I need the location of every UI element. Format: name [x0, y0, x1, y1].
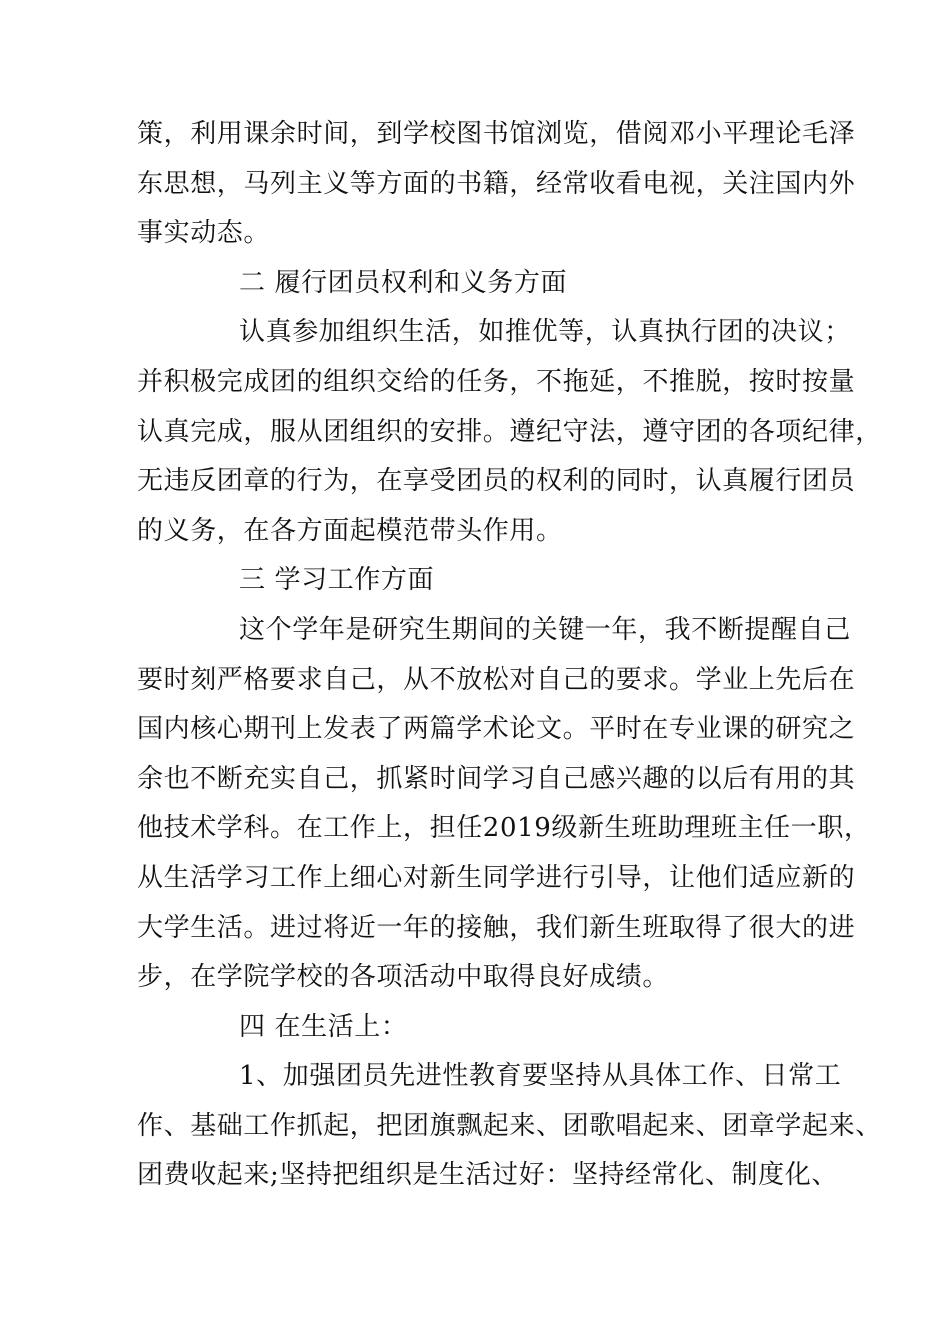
document-body	[137, 110, 882, 1201]
text-line: 认真参加组织生活，如推优等，认真执行团的决议；	[239, 317, 851, 348]
text-line: 东思想，马列主义等方面的书籍，经常收看电视，关注国内外	[137, 168, 856, 199]
text-line: 这个学年是研究生期间的关键一年，我不断提醒自己	[239, 614, 851, 645]
text-line: 从生活学习工作上细心对新生同学进行引导，让他们适应新的	[137, 862, 856, 893]
text-line: 团费收起来;坚持把组织是生活过好：坚持经常化、制度化、	[137, 1160, 838, 1191]
text-line: 二 履行团员权利和义务方面	[239, 267, 568, 298]
text-line: 并积极完成团的组织交给的任务，不拖延，不推脱，按时按量	[137, 366, 856, 397]
text-line: 四 在生活上：	[239, 1011, 408, 1042]
text-line: 步，在学院学校的各项活动中取得良好成绩。	[137, 962, 670, 993]
text-line: 要时刻严格要求自己，从不放松对自己的要求。学业上先后在	[137, 664, 856, 695]
text-line: 1、加强团员先进性教育要坚持从具体工作、日常工	[239, 1061, 842, 1092]
text-line: 余也不断充实自己，抓紧时间学习自己感兴趣的以后有用的其	[137, 763, 856, 794]
text-line: 国内核心期刊上发表了两篇学术论文。平时在专业课的研究之	[137, 714, 856, 745]
text-line: 三 学习工作方面	[239, 565, 435, 596]
text-line: 策，利用课余时间，到学校图书馆浏览，借阅邓小平理论毛泽	[137, 119, 856, 149]
text-line: 事实动态。	[137, 218, 271, 249]
text-line: 的义务，在各方面起模范带头作用。	[137, 515, 563, 546]
text-line: 大学生活。进过将近一年的接触，我们新生班取得了很大的进	[137, 912, 856, 943]
text-line: 无违反团章的行为，在享受团员的权利的同时，认真履行团员	[137, 466, 856, 497]
text-line: 他技术学科。在工作上，担任2019级新生班助理班主任一职，	[137, 813, 871, 844]
text-line: 认真完成，服从团组织的安排。遵纪守法，遵守团的各项纪律，	[137, 416, 882, 447]
text-line: 作、基础工作抓起，把团旗飘起来、团歌唱起来、团章学起来、	[137, 1110, 882, 1141]
